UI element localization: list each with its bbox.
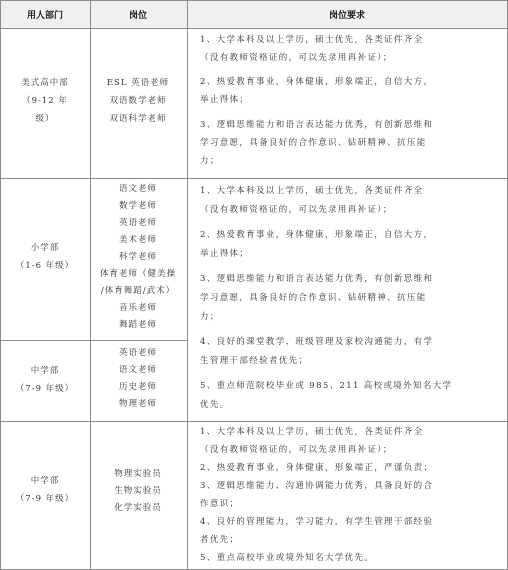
department-label: 美式高中部 [21, 78, 69, 88]
requirement-line: 4、良好的课堂教学、班级管理及家校沟通能力，有学 [200, 337, 434, 347]
requirement-line: 1、大学本科及以上学历，硕士优先，各类证件齐全 [200, 35, 424, 45]
requirement-line: 2、热爱教育事业，身体健康，形象端正，自信大方， [200, 77, 434, 87]
header-department: 用人部门 [26, 11, 64, 21]
table-header-background [0, 0, 508, 28]
position-item: 语文老师 [118, 365, 158, 375]
position-item: 语文老师 [118, 184, 158, 194]
position-item: 生物实验员 [114, 486, 162, 496]
requirement-line: 2、热爱教育事业，身体健康，形象端正，严谨负责； [200, 463, 434, 473]
requirement-line: 2、热爱教育事业，身体健康，形象端正，自信大方， [200, 230, 434, 240]
requirement-line: 举止得体； [200, 95, 250, 105]
position-item: 历史老师 [118, 382, 158, 392]
department-label: （7-9 年级） [15, 494, 75, 504]
position-item: 双语科学老师 [109, 114, 167, 124]
requirement-line: 生管理干部经验者优先； [200, 356, 309, 366]
position-item: 数学老师 [118, 201, 158, 211]
department-label: （1-6 年级） [15, 261, 75, 271]
position-item: 舞蹈老师 [118, 320, 158, 330]
department-label: 小学部 [30, 243, 60, 253]
position-item: 美术老师 [118, 235, 158, 245]
header-position: 岗位 [128, 11, 148, 21]
position-item: 物理实验员 [114, 469, 162, 479]
department-label: （7-9 年级） [15, 384, 75, 394]
requirement-line: （没有教师资格证的，可以先录用再补证）； [200, 445, 393, 455]
requirement-line: 优先。 [200, 400, 230, 410]
requirement-line: 力； [200, 156, 220, 166]
position-item: 体育老师（健美操 [99, 269, 177, 279]
position-item: 音乐老师 [118, 303, 158, 313]
department-label: 级） [35, 114, 55, 124]
requirement-line: 学习意愿，具备良好的合作意识、钻研精神、抗压能 [200, 138, 427, 148]
requirement-line: 作意识； [200, 499, 240, 509]
requirement-line: （没有教师资格证的，可以先录用再补证）； [200, 205, 393, 215]
position-item: 英语老师 [118, 218, 158, 228]
requirement-line: 者优先； [200, 535, 240, 545]
requirement-line: 学习意愿，具备良好的合作意识、钻研精神、抗压能 [200, 293, 427, 303]
position-item: /体育舞蹈/武术） [100, 286, 176, 296]
requirement-line: （没有教师资格证的，可以先录用再补证）； [200, 53, 393, 63]
requirement-line: 举止得体； [200, 249, 250, 259]
department-label: （9-12 年 [22, 96, 68, 106]
requirement-line: 力； [200, 312, 220, 322]
requirement-line: 5、重点师范院校毕业或 985、211 高校或境外知名大学 [200, 381, 453, 391]
requirement-line: 3、逻辑思维能力和语言表达能力优秀，有创新思维和 [200, 120, 434, 130]
requirement-line: 4、良好的管理能力，学习能力，有学生管理干部经验 [200, 517, 434, 527]
position-item: 双语数学老师 [109, 96, 167, 106]
position-item: ESL 英语老师 [106, 78, 170, 88]
requirement-line: 1、大学本科及以上学历，硕士优先，各类证件齐全 [200, 186, 424, 196]
requirement-line: 5、重点高校毕业或境外知名大学优先。 [200, 553, 375, 563]
position-item: 物理老师 [118, 399, 158, 409]
position-item: 英语老师 [118, 348, 158, 358]
department-label: 中学部 [30, 366, 60, 376]
header-requirements: 岗位要求 [328, 11, 366, 21]
position-item: 科学老师 [118, 252, 158, 262]
department-label: 中学部 [30, 476, 60, 486]
position-item: 化学实验员 [114, 503, 162, 513]
requirement-line: 3、逻辑思维能力和语言表达能力优秀，有创新思维和 [200, 274, 434, 284]
requirement-line: 3、逻辑思维能力、沟通协调能力优秀，具备良好的合 [200, 481, 434, 491]
requirement-line: 1、大学本科及以上学历，硕士优先，各类证件齐全 [200, 427, 424, 437]
